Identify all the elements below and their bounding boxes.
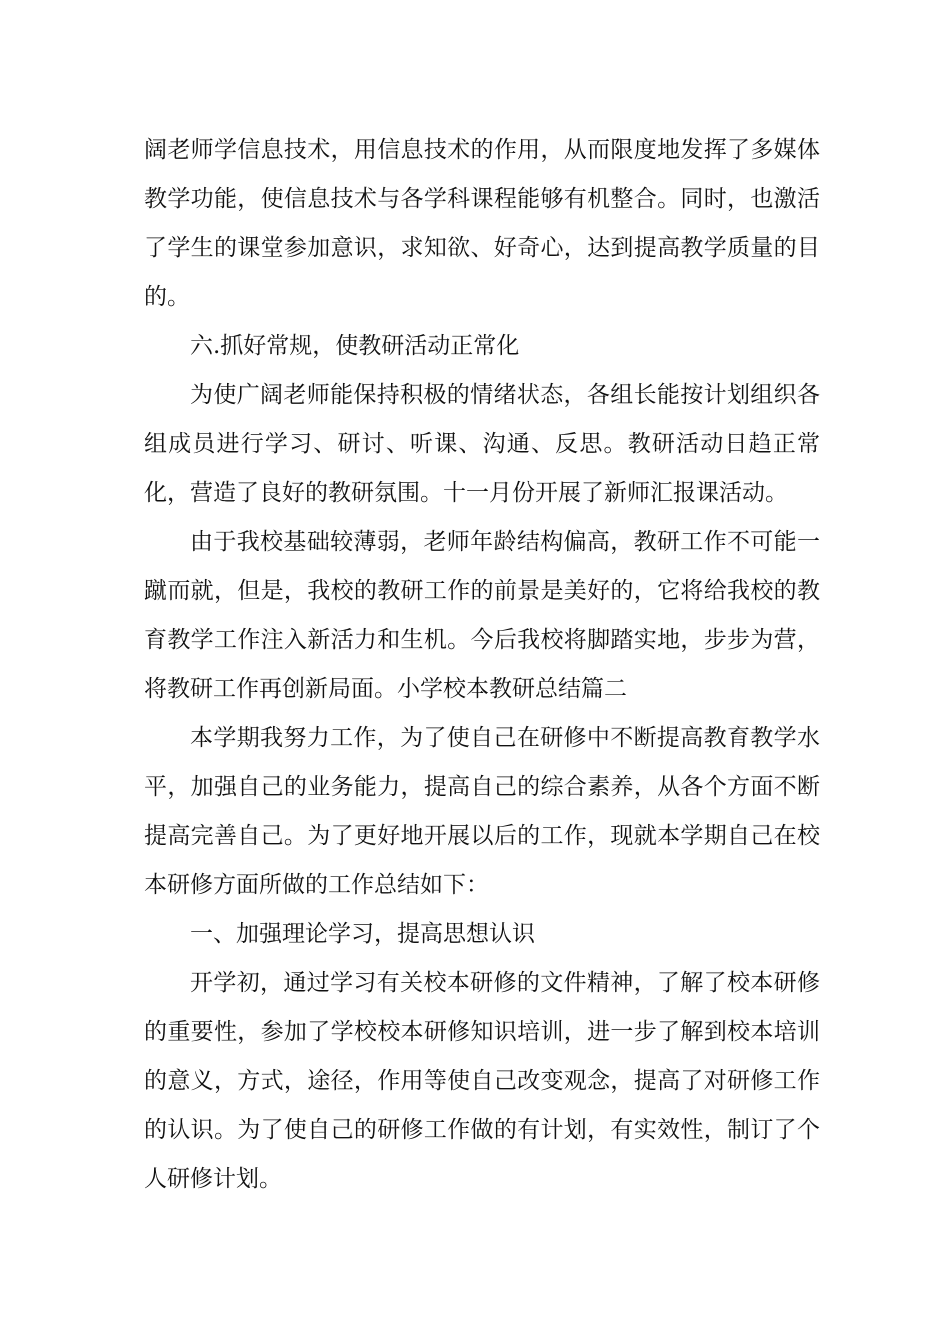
paragraph: 由于我校基础较薄弱，老师年龄结构偏高，教研工作不可能一蹴而就，但是，我校的教研工作的前景是美好的，它将给我校的教育教学工作注入新活力和生机。今后我校将脚踏实地，步步为营，将教研工作再创新局面。小学校本教研总结篇二 — [144, 529, 820, 702]
paragraph: 为使广阔老师能保持积极的情绪状态，各组长能按计划组织各组成员进行学习、研讨、听课、沟通、反思。教研活动日趋正常化，营造了良好的教研氛围。十一月份开展了新师汇报课活动。 — [144, 382, 820, 506]
section-heading-six: 六.抓好常规，使教研活动正常化 — [190, 333, 520, 359]
paragraph: 开学初，通过学习有关校本研修的文件精神，了解了校本研修的重要性，参加了学校校本研修知识培训，进一步了解到校本培训的意义，方式，途径，作用等使自己改变观念，提高了对研修工作的认识。为了使自己的研修工作做的有计划，有实效性，制订了个人研修计划。 — [144, 970, 820, 1192]
paragraph-continuation: 阔老师学信息技术，用信息技术的作用，从而限度地发挥了多媒体教学功能，使信息技术与各学科课程能够有机整合。同时，也激活了学生的课堂参加意识，求知欲、好奇心，达到提高教学质量的目的。 — [144, 137, 820, 310]
section-heading-one: 一、加强理论学习，提高思想认识 — [190, 921, 535, 947]
paragraph: 本学期我努力工作，为了使自己在研修中不断提高教育教学水平，加强自己的业务能力，提高自己的综合素养，从各个方面不断提高完善自己。为了更好地开展以后的工作，现就本学期自己在校本研修方面所做的工作总结如下： — [144, 725, 820, 898]
document-body — [144, 126, 820, 1204]
